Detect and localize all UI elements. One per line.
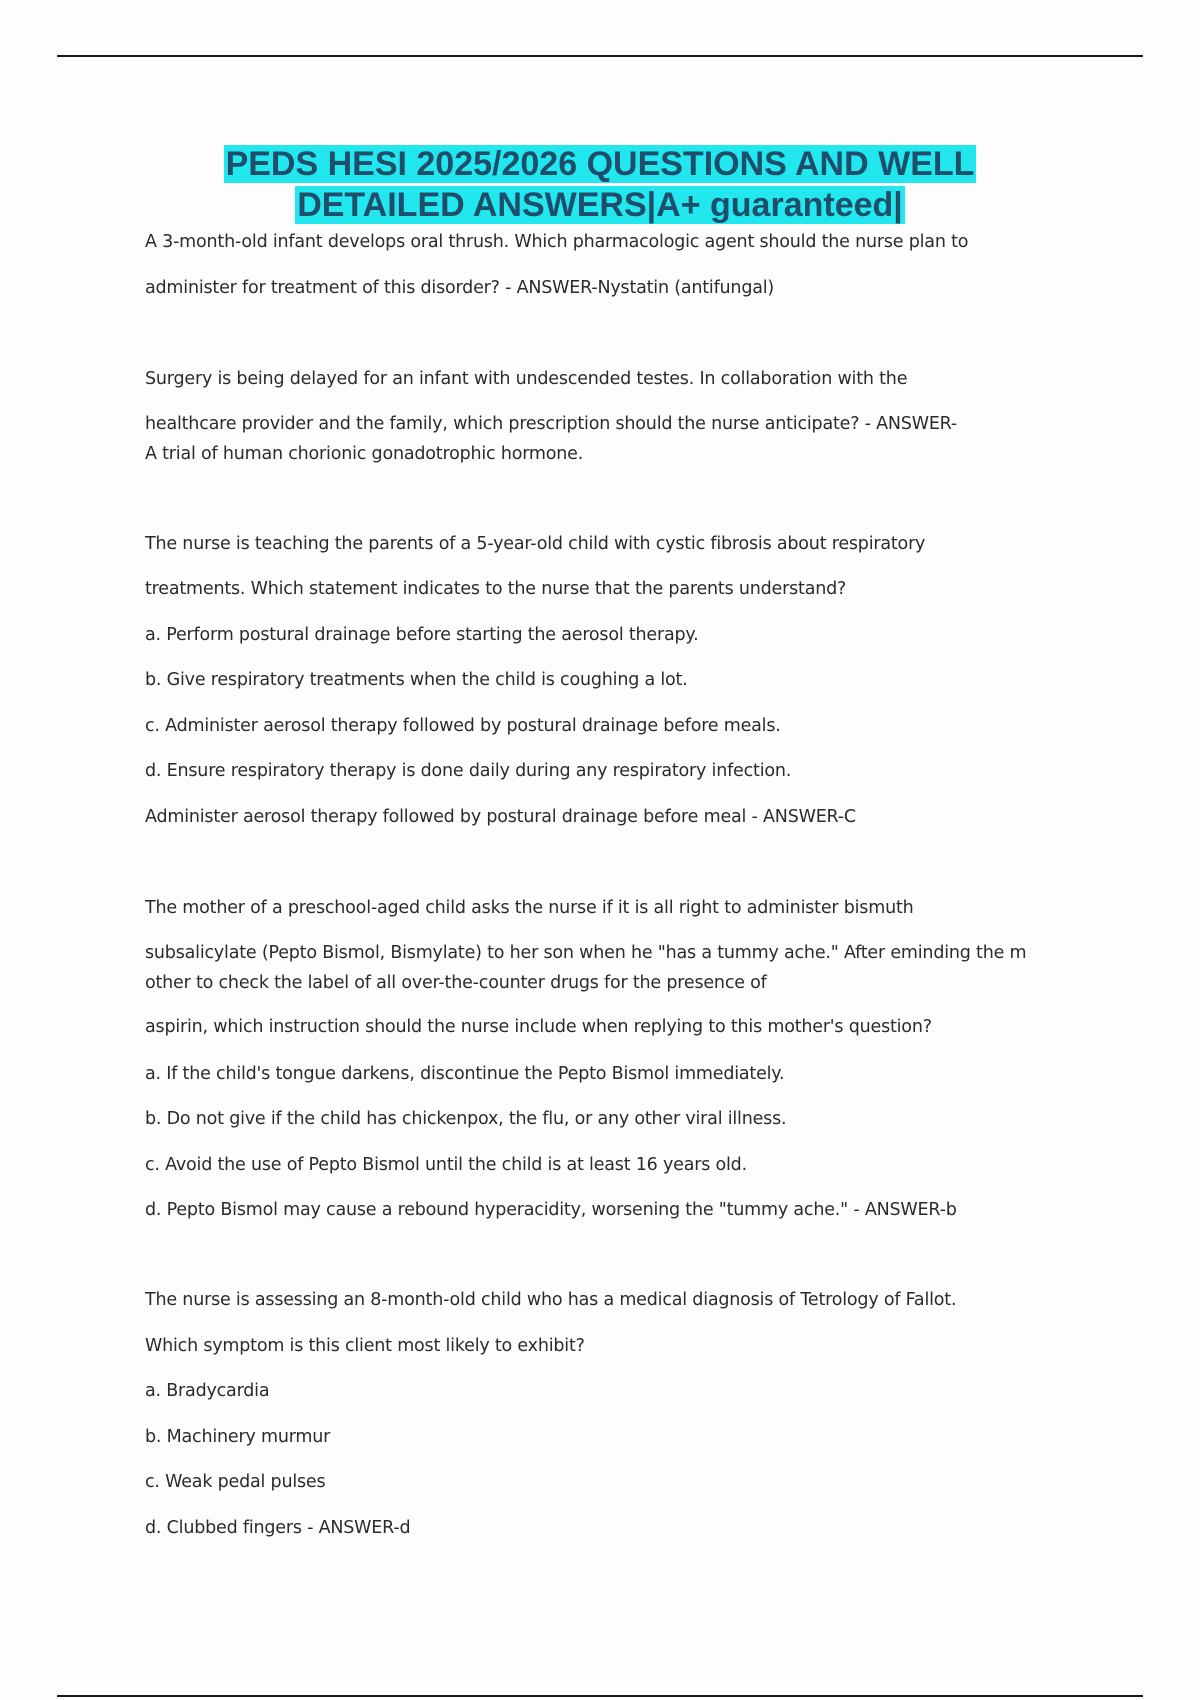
title-line-1: PEDS HESI 2025/2026 QUESTIONS AND WELL	[225, 145, 975, 183]
question-4-line-3: other to check the label of all over-the-counter drugs for the presence of	[145, 973, 767, 993]
question-2-line-3: A trial of human chorionic gonadotrophic hormone.	[145, 444, 584, 464]
question-2-line-1: Surgery is being delayed for an infant with undescended testes. In collaboration with the	[145, 369, 908, 389]
question-1-line-1: A 3-month-old infant develops oral thrush. Which pharmacologic agent should the nurse plan to	[145, 232, 969, 252]
question-5-line-2: Which symptom is this client most likely to exhibit?	[145, 1336, 585, 1356]
question-3-option-c: c. Administer aerosol therapy followed by postural drainage before meals.	[145, 716, 781, 736]
question-4-line-4: aspirin, which instruction should the nurse include when replying to this mother's question?	[145, 1017, 932, 1037]
question-3-option-a: a. Perform postural drainage before starting the aerosol therapy.	[145, 625, 699, 645]
question-5-option-b: b. Machinery murmur	[145, 1427, 331, 1447]
question-5-option-d-answer: d. Clubbed fingers - ANSWER-d	[145, 1518, 411, 1538]
question-4-option-c: c. Avoid the use of Pepto Bismol until the child is at least 16 years old.	[145, 1155, 747, 1175]
question-4-option-a: a. If the child's tongue darkens, discontinue the Pepto Bismol immediately.	[145, 1064, 785, 1084]
question-2-line-2: healthcare provider and the family, which prescription should the nurse anticipate? - ANSWER-	[145, 414, 958, 434]
question-3-answer: Administer aerosol therapy followed by postural drainage before meal - ANSWER-C	[145, 807, 856, 827]
title-line-2: DETAILED ANSWERS|A+ guaranteed|	[297, 186, 903, 224]
question-3-line-1: The nurse is teaching the parents of a 5-year-old child with cystic fibrosis about respiratory	[145, 534, 926, 554]
question-3-option-b: b. Give respiratory treatments when the child is coughing a lot.	[145, 670, 688, 690]
question-3-line-2: treatments. Which statement indicates to the nurse that the parents understand?	[145, 579, 847, 599]
question-1-line-2: administer for treatment of this disorder? - ANSWER-Nystatin (antifungal)	[145, 278, 775, 298]
question-5-option-c: c. Weak pedal pulses	[145, 1472, 326, 1492]
bottom-rule	[57, 1695, 1143, 1697]
document-title	[0, 144, 1200, 226]
question-4-line-2: subsalicylate (Pepto Bismol, Bismylate) to her son when he "has a tummy ache." After eminding the m	[145, 943, 1027, 963]
question-4-option-d: d. Pepto Bismol may cause a rebound hyperacidity, worsening the "tummy ache." - ANSWER-b	[145, 1200, 957, 1220]
question-5-option-a: a. Bradycardia	[145, 1381, 270, 1401]
question-4-option-b: b. Do not give if the child has chickenpox, the flu, or any other viral illness.	[145, 1109, 787, 1129]
top-rule	[57, 55, 1143, 57]
question-4-line-1: The mother of a preschool-aged child asks the nurse if it is all right to administer bismuth	[145, 898, 914, 918]
question-3-option-d: d. Ensure respiratory therapy is done daily during any respiratory infection.	[145, 761, 792, 781]
question-5-line-1: The nurse is assessing an 8-month-old child who has a medical diagnosis of Tetrology of Fallot.	[145, 1290, 957, 1310]
